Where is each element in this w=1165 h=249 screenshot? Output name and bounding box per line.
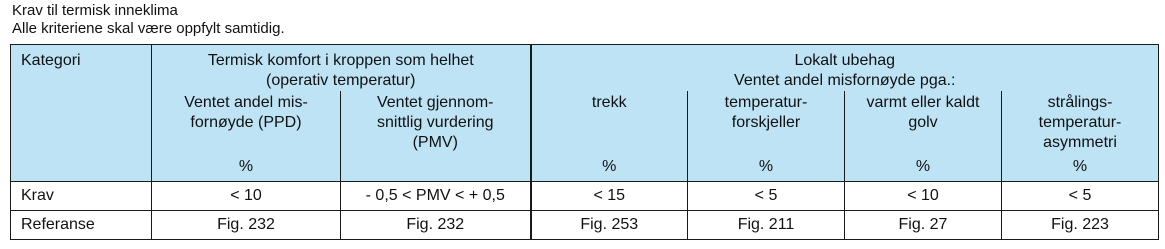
header-temp-diff-unit: % xyxy=(758,157,774,175)
header-floor xyxy=(845,91,1002,181)
header-radiant-unit: % xyxy=(1072,157,1088,175)
header-floor-line2: golv xyxy=(908,114,938,131)
cell-ref-temp-diff: Fig. 211 xyxy=(688,210,845,239)
cell-krav-radiant: < 5 xyxy=(1002,181,1159,210)
header-ppd-unit: % xyxy=(238,157,254,175)
header-temp-diff-line1: temperatur- xyxy=(724,94,808,111)
header-draught-unit: % xyxy=(602,157,617,175)
header-ppd xyxy=(152,91,341,181)
group-thermal-subtitle: (operativ temperatur) xyxy=(152,71,531,91)
thermal-climate-table xyxy=(10,44,1159,240)
header-pmv-line3: (PMV) xyxy=(412,134,458,151)
table-row xyxy=(11,181,1159,210)
row-label-referanse: Referanse xyxy=(11,210,152,239)
cell-ref-ppd: Fig. 232 xyxy=(152,210,341,239)
cell-ref-floor: Fig. 27 xyxy=(845,210,1002,239)
header-temp-diff xyxy=(688,91,845,181)
header-radiant-line3: asymmetri xyxy=(1043,134,1117,151)
cell-krav-floor: < 10 xyxy=(845,181,1002,210)
header-category: Kategori xyxy=(11,45,152,182)
header-draught-line1: trekk xyxy=(591,94,627,111)
caption-subtitle: Alle kriteriene skal være oppfylt samtidig. xyxy=(12,20,285,37)
cell-krav-pmv: - 0,5 < PMV < + 0,5 xyxy=(341,181,531,210)
header-pmv-line1: Ventet gjennom- xyxy=(376,94,494,111)
cell-ref-draught: Fig. 253 xyxy=(531,210,688,239)
header-radiant xyxy=(1002,91,1159,181)
header-ppd-line1: Ventet andel mis- xyxy=(184,94,308,111)
header-temp-diff-line2: forskjeller xyxy=(731,114,801,131)
header-floor-line1: varmt eller kaldt xyxy=(866,94,980,111)
cell-ref-radiant: Fig. 223 xyxy=(1002,210,1159,239)
cell-ref-pmv: Fig. 232 xyxy=(341,210,531,239)
header-floor-unit: % xyxy=(915,157,931,175)
cell-krav-draught: < 15 xyxy=(531,181,688,210)
header-pmv-line2: snittlig vurdering xyxy=(377,114,494,131)
caption-title: Krav til termisk inneklima xyxy=(12,2,178,19)
header-ppd-line2: fornøyde (PPD) xyxy=(190,114,302,131)
row-label-krav: Krav xyxy=(11,181,152,210)
cell-krav-temp-diff: < 5 xyxy=(688,181,845,210)
group-local-subtitle: Ventet andel misfornøyde pga.: xyxy=(531,71,1159,91)
header-radiant-line1: strålings- xyxy=(1047,94,1113,111)
header-pmv xyxy=(341,91,531,181)
table-row xyxy=(11,210,1159,239)
group-thermal-title: Termisk komfort i kroppen som helhet xyxy=(152,45,531,72)
cell-krav-ppd: < 10 xyxy=(152,181,341,210)
header-radiant-line2: temperatur- xyxy=(1038,114,1122,131)
group-local-title: Lokalt ubehag xyxy=(531,45,1159,72)
header-draught xyxy=(531,91,688,181)
